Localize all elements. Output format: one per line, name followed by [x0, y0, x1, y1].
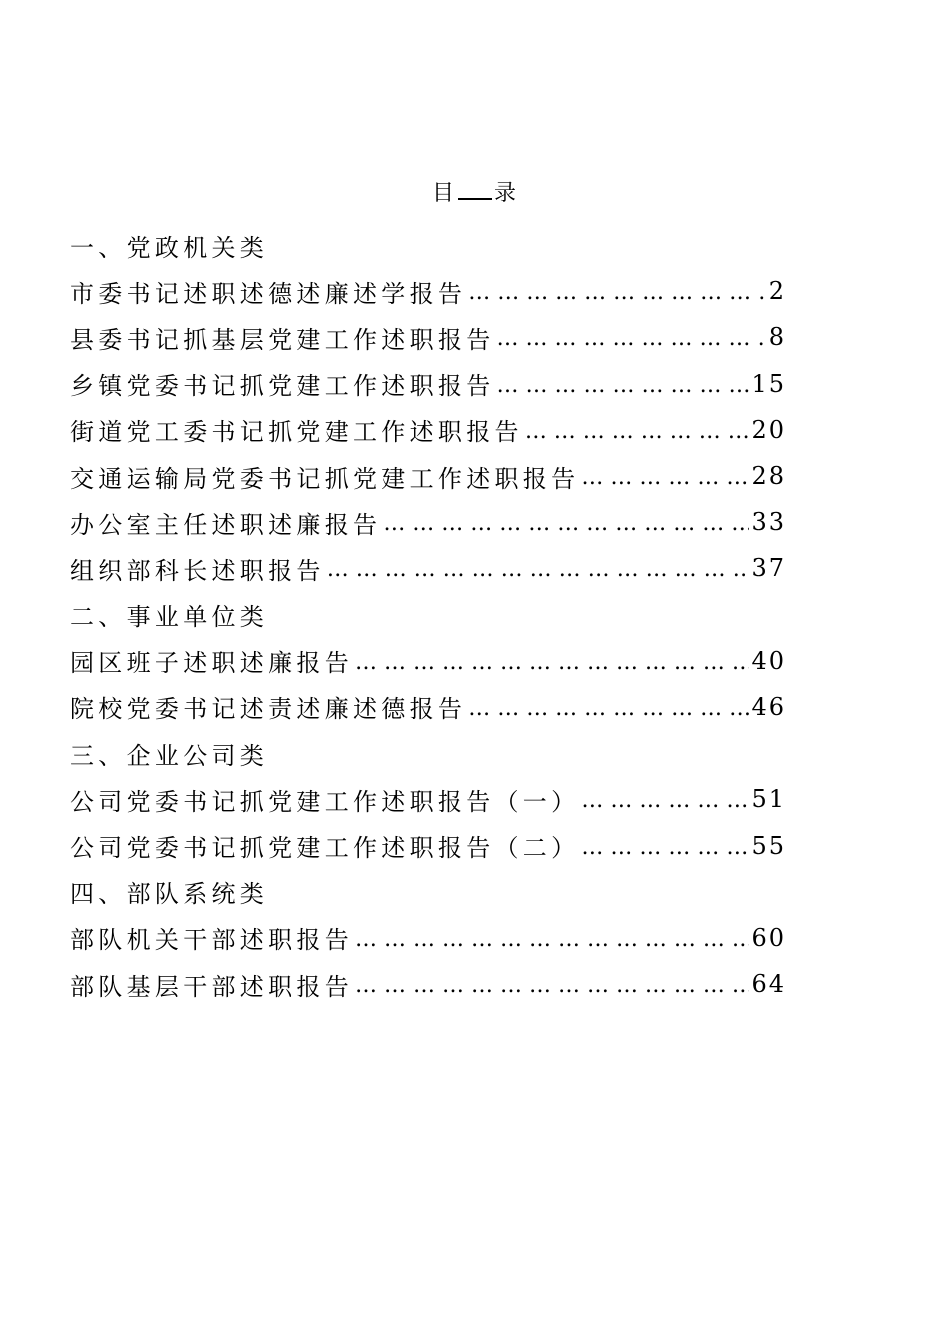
toc-entry[interactable] [70, 407, 786, 453]
toc-entry[interactable] [70, 545, 786, 591]
toc-entry-page: 51 [751, 785, 786, 814]
toc-entry-title: 县委书记抓基层党建工作述职报告 [70, 325, 495, 354]
toc-entry-title: 交通运输局党委书记抓党建工作述职报告 [70, 464, 580, 493]
toc-entry-title: 园区班子述职述廉报告 [70, 649, 353, 678]
leader-dots [579, 831, 749, 861]
toc-entry[interactable] [70, 268, 786, 314]
leader-dots [325, 553, 750, 583]
table-of-contents [70, 222, 786, 1007]
toc-entry[interactable] [70, 361, 786, 407]
toc-entry-title: 乡镇党委书记抓党建工作述职报告 [70, 372, 495, 401]
leader-dots [353, 969, 749, 999]
toc-entry[interactable] [70, 915, 786, 961]
title-char-right: 录 [494, 181, 519, 206]
page-title [0, 178, 950, 209]
leader-dots [523, 415, 750, 445]
leader-dots [495, 322, 767, 352]
toc-entry-title: 市委书记述职述德述廉述学报告 [70, 279, 467, 308]
toc-entry-title: 公司党委书记抓党建工作述职报告（一） [70, 787, 580, 816]
section-heading: 二、事业单位类 [70, 603, 269, 632]
toc-entry-title: 部队机关干部述职报告 [70, 926, 353, 955]
toc-entry[interactable] [70, 961, 786, 1007]
toc-entry-page: 33 [751, 508, 786, 537]
toc-entry-page: 2 [768, 277, 786, 306]
toc-entry-title: 组织部科长述职报告 [70, 556, 325, 585]
leader-dots [495, 369, 750, 399]
toc-entry-title: 办公室主任述职述廉报告 [70, 510, 382, 539]
toc-entry[interactable] [70, 638, 786, 684]
toc-entry[interactable] [70, 776, 786, 822]
leader-dots [353, 923, 749, 953]
section-heading: 四、部队系统类 [70, 880, 269, 909]
title-underline [458, 178, 492, 200]
toc-entry-page: 8 [768, 323, 786, 352]
toc-entry-page: 28 [751, 462, 786, 491]
toc-entry-page: 46 [751, 692, 786, 721]
leader-dots [466, 692, 749, 722]
toc-entry-page: 40 [751, 646, 786, 675]
toc-entry-title: 院校党委书记述责述廉述德报告 [70, 695, 467, 724]
toc-entry-title: 街道党工委书记抓党建工作述职报告 [70, 418, 523, 447]
leader-dots [381, 507, 749, 537]
toc-entry-page: 15 [751, 369, 786, 398]
toc-entry-title: 公司党委书记抓党建工作述职报告（二） [70, 834, 580, 863]
toc-entry-page: 64 [751, 970, 786, 999]
section-heading: 一、党政机关类 [70, 233, 269, 262]
title-char-left: 目 [431, 181, 456, 206]
toc-entry-page: 60 [751, 923, 786, 952]
toc-entry-page: 37 [751, 554, 786, 583]
leader-dots [466, 276, 767, 306]
toc-entry[interactable] [70, 499, 786, 545]
toc-entry-page: 55 [751, 831, 786, 860]
toc-entry-title: 部队基层干部述职报告 [70, 972, 353, 1001]
section-heading: 三、企业公司类 [70, 741, 269, 770]
toc-entry-page: 20 [751, 415, 786, 444]
leader-dots [353, 646, 749, 676]
toc-entry[interactable] [70, 314, 786, 360]
leader-dots [579, 784, 749, 814]
toc-entry[interactable] [70, 453, 786, 499]
leader-dots [579, 461, 749, 491]
toc-entry[interactable] [70, 684, 786, 730]
toc-entry[interactable] [70, 822, 786, 868]
